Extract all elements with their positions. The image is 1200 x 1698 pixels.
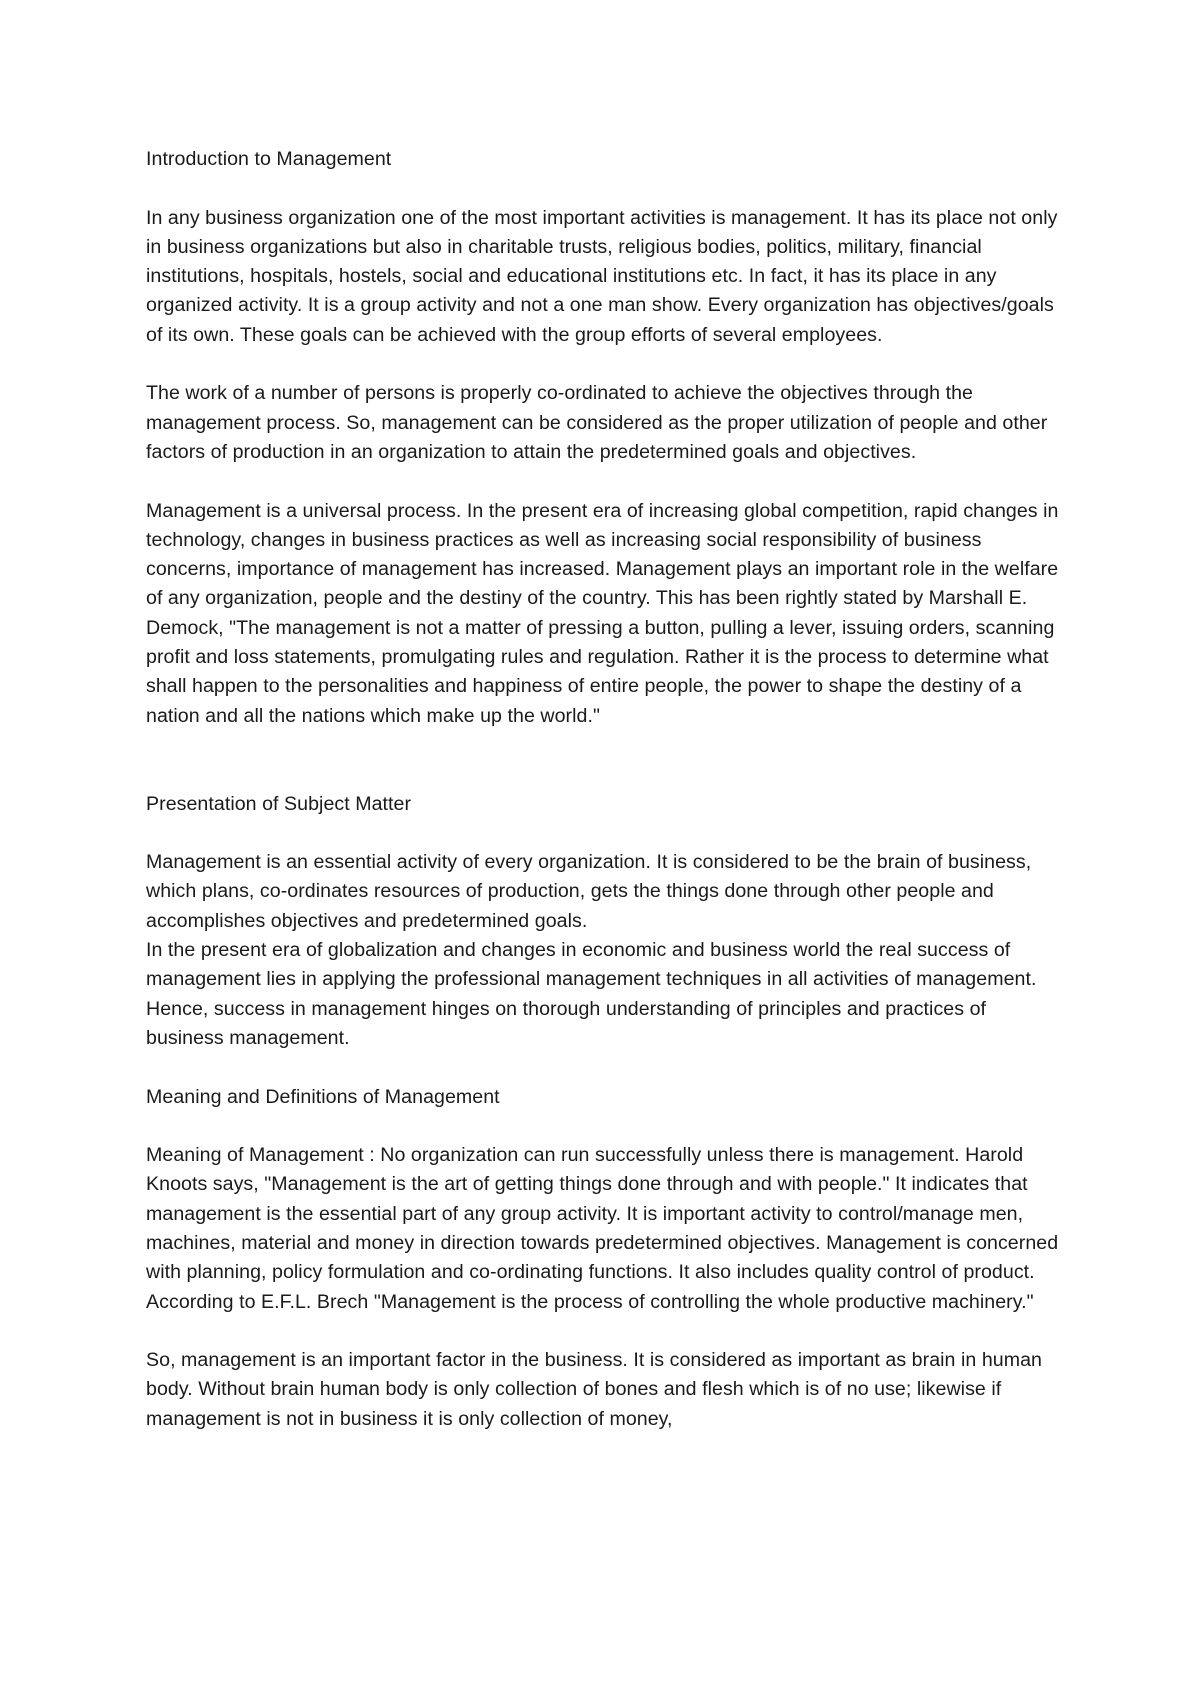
intro-paragraph-2: The work of a number of persons is properly co-ordinated to achieve the objectives through the management process. So, management can be considered as the proper utilization of people and other factors of production in an organization to attain the predetermined goals and objectives. xyxy=(146,382,1048,463)
presentation-paragraph-1: Management is an essential activity of every organization. It is considered to be the brain of business, which plans, co-ordinates resources of production, gets the things done through other people and accomplishes objectives and predetermined goals. xyxy=(146,851,1032,932)
presentation-paragraph-2: In the present era of globalization and changes in economic and business world the real success of management lies in applying the professional management techniques in all activities of management. Hence, success in management hinges on thorough understanding of principles and practices of business management. xyxy=(146,939,1037,1049)
meaning-paragraph-1: Meaning of Management : No organization can run successfully unless there is management. Harold Knoots says, "Management is the art of getting things done through and with people." It indicates that management is the essential part of any group activity. It is important activity to control/manage men, machines, material and money in direction towards predetermined objectives. Management is concerned with planning, policy formulation and co-ordinating functions. It also includes quality control of product. According to E.F.L. Brech "Management is the process of controlling the whole productive machinery." xyxy=(146,1144,1059,1313)
intro-paragraph-3: Management is a universal process. In the present era of increasing global competition, rapid changes in technology, changes in business practices as well as increasing social responsibility of business concerns, importance of management has increased. Management plays an important role in the welfare of any organization, people and the destiny of the country. This has been rightly stated by Marshall E. Demock, "The management is not a matter of pressing a button, pulling a lever, issuing orders, scanning profit and loss statements, promulgating rules and regulation. Rather it is the process to determine what shall happen to the personalities and happiness of entire people, the power to shape the destiny of a nation and all the nations which make up the world." xyxy=(146,499,1059,727)
heading-introduction: Introduction to Management xyxy=(146,148,392,170)
meaning-paragraph-2: So, management is an important factor in the business. It is considered as important as brain in human body. Without brain human body is only collection of bones and flesh which is of no use; likewise if management is not in business it is only collection of money, xyxy=(146,1349,1042,1430)
document-body xyxy=(146,145,1066,1434)
heading-meaning: Meaning and Definitions of Management xyxy=(146,1085,500,1108)
heading-presentation: Presentation of Subject Matter xyxy=(146,792,412,815)
intro-paragraph-1: In any business organization one of the most important activities is management. It has its place not only in business organizations but also in charitable trusts, religious bodies, politics, military, financial institutions, hospitals, hostels, social and educational institutions etc. In fact, it has its place in any organized activity. It is a group activity and not a one man show. Every organization has objectives/goals of its own. These goals can be achieved with the group efforts of several employees. xyxy=(146,206,1058,346)
